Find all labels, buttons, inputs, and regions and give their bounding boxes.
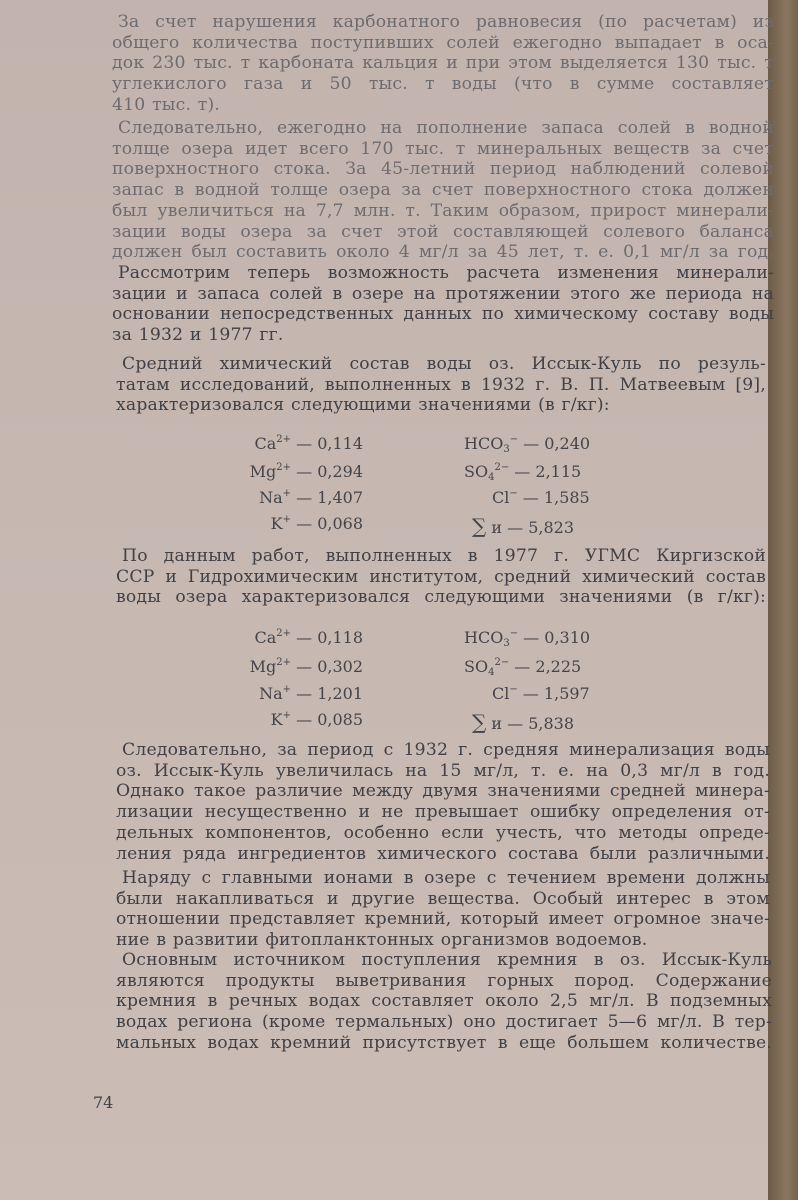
text-line: основании непосредственных данных по химическому составу воды	[112, 304, 774, 325]
text-line: водах региона (кроме термальных) оно достигает 5—6 мг/л. В тер-	[116, 1012, 772, 1033]
text-line: лизации несущественно и не превышает ошибку определения от-	[116, 802, 770, 823]
text-line: за 1932 и 1977 гг.	[112, 325, 284, 346]
text-line: зации воды озера за счет этой составляющей солевого баланса	[112, 221, 774, 242]
ion-so4: $SO_4^{2-}$ — 2,225	[464, 657, 582, 678]
text-line: характеризовался следующими значениями (в г/кг):	[116, 395, 610, 416]
text-line: По данным работ, выполненных в 1977 г. УГМС Киргизской	[122, 546, 766, 566]
text-line: ние в развитии фитопланктонных организмов водоемов.	[116, 930, 648, 951]
text-line: Основным источником поступления кремния в оз. Иссык-Куль	[122, 950, 772, 970]
ion-cl: Cl− — 1,585	[492, 488, 590, 507]
text-line: общего количества поступивших солей ежегодно выпадает в оса-	[112, 32, 774, 53]
text-line: зации и запаса солей в озере на протяжении этого же периода на	[112, 283, 774, 304]
table-row	[240, 434, 640, 458]
text-line: были накапливаться и другие вещества. Особый интерес в этом	[116, 888, 770, 909]
ion-ca: $Ca^{2+}$ — 0,118	[254, 628, 363, 647]
table-row	[240, 514, 640, 538]
table-row	[240, 462, 640, 486]
text-line: толще озера идет всего 170 тыс. т минеральных веществ за счет	[112, 138, 774, 159]
ion-cl: Cl− — 1,597	[492, 684, 590, 703]
text-line: Однако такое различие между двумя значениями средней минера-	[116, 781, 770, 802]
text-line: мальных водах кремний присутствует в еще большем количестве.	[116, 1032, 772, 1053]
paragraph-2	[112, 118, 774, 263]
table-row	[240, 628, 640, 652]
paragraph-1	[112, 12, 774, 116]
text-line: оз. Иссык-Куль увеличилась на 15 мг/л, т. е. на 0,3 мг/л в год.	[116, 760, 770, 781]
text-line: Рассмотрим теперь возможность расчета изменения минерали-	[118, 263, 774, 283]
text-line: отношении представляет кремний, который имеет огромное значе-	[116, 909, 770, 930]
ion-mg: $Mg^{2+}$ — 0,294	[249, 462, 363, 481]
ion-so4: $SO_4^{2-}$ — 2,115	[464, 462, 582, 483]
text-line: Средний химический состав воды оз. Иссык-Куль по резуль-	[122, 354, 766, 374]
paragraph-5	[116, 546, 766, 608]
ion-k: K+ — 0,068	[270, 514, 363, 533]
paragraph-6	[116, 740, 770, 864]
text-line: воды озера характеризовался следующими значениями (в г/кг):	[116, 587, 766, 608]
paragraph-4	[116, 354, 766, 416]
table-row	[240, 710, 640, 734]
text-line: Следовательно, ежегодно на пополнение запаса солей в водной	[118, 118, 774, 138]
ion-ca: $Ca^{2+}$ — 0,114	[254, 434, 363, 453]
table-row	[240, 684, 640, 708]
ion-na: Na+ — 1,407	[259, 488, 363, 507]
ion-mg: $Mg^{2+}$ — 0,302	[249, 657, 363, 676]
text-line: был увеличиться на 7,7 млн. т. Таким образом, прирост минерали-	[112, 200, 774, 221]
paragraph-3	[112, 263, 774, 346]
ion-k: K+ — 0,085	[270, 710, 363, 729]
paragraph-8	[116, 950, 772, 1054]
text-line: Наряду с главными ионами в озере с течением времени должны	[122, 868, 770, 888]
text-line: поверхностного стока. За 45-летний период наблюдений солевой	[112, 159, 774, 180]
ion-hco3: $HCO_3^-$ — 0,310	[464, 628, 591, 649]
text-line: татам исследований, выполненных в 1932 г. В. П. Матвеевым [9],	[116, 374, 766, 395]
text-line: док 230 тыс. т карбоната кальция и при этом выделяется 130 тыс. т	[112, 53, 774, 74]
text-line: должен был составить около 4 мг/л за 45 лет, т. е. 0,1 мг/л за год.	[112, 242, 774, 263]
ion-hco3: $HCO_3^-$ — 0,240	[464, 434, 591, 455]
text-line: ления ряда ингредиентов химического состава были различными.	[116, 843, 770, 864]
ion-sum: ∑ и — 5,838	[472, 710, 575, 734]
text-line: запас в водной толще озера за счет поверхностного стока должен	[112, 180, 774, 201]
paragraph-7	[116, 868, 770, 951]
ion-na: Na+ — 1,201	[259, 684, 363, 703]
text-line: углекислого газа и 50 тыс. т воды (что в сумме составляет	[112, 74, 774, 95]
table-row	[240, 657, 640, 681]
text-line: 410 тыс. т).	[112, 94, 221, 115]
text-line: Следовательно, за период с 1932 г. средняя минерализация воды	[122, 740, 770, 760]
page-number: 74	[93, 1093, 114, 1112]
table-row	[240, 488, 640, 512]
text-line: дельных компонентов, особенно если учесть, что методы опреде-	[116, 822, 770, 843]
text-line: кремния в речных водах составляет около 2,5 мг/л. В подземных	[116, 991, 772, 1012]
ion-sum: ∑ и — 5,823	[472, 514, 575, 538]
text-line: являются продукты выветривания горных пород. Содержание	[116, 970, 772, 991]
text-line: ССР и Гидрохимическим институтом, средний химический состав	[116, 566, 766, 587]
text-line: За счет нарушения карбонатного равновесия (по расчетам) из	[118, 12, 774, 32]
